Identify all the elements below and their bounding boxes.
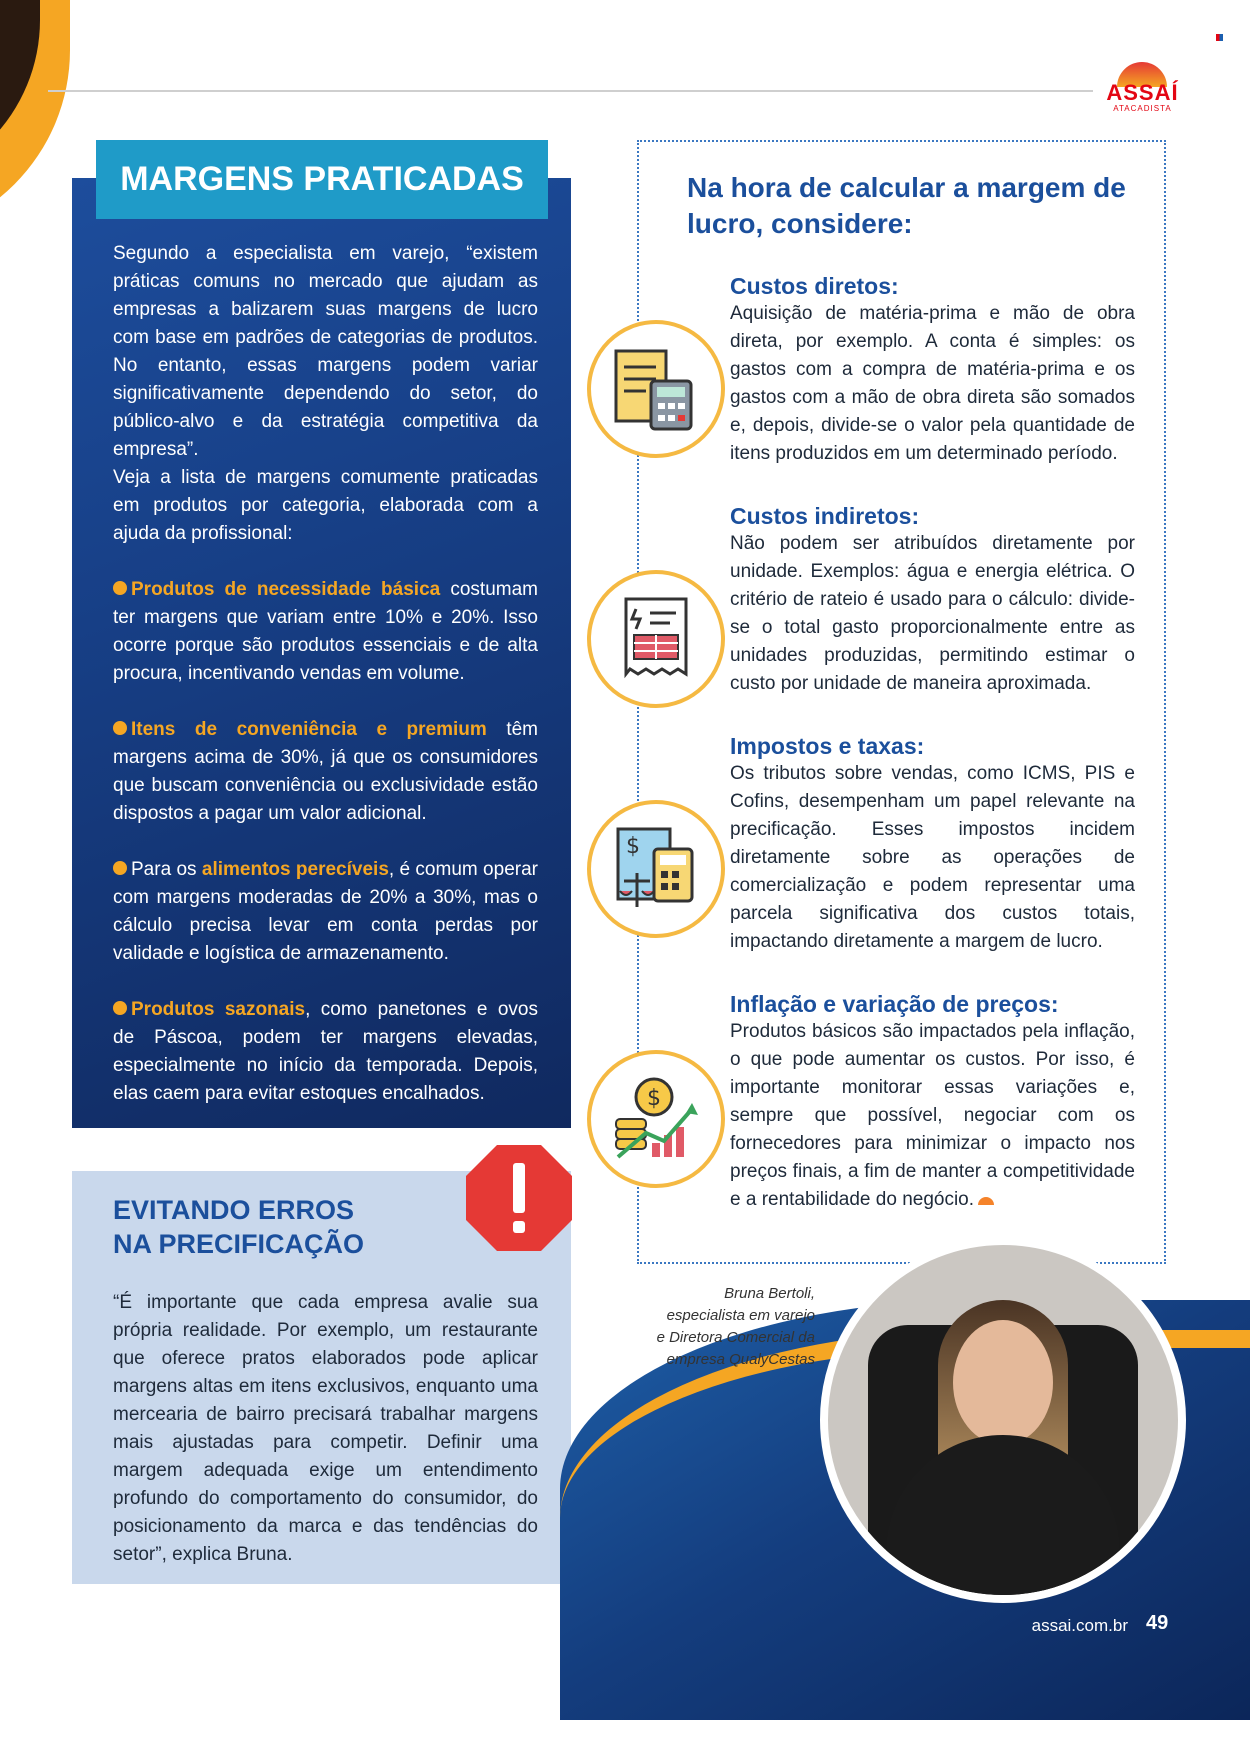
margin-item-highlight: alimentos perecíveis (201, 859, 389, 880)
photo-face (953, 1320, 1053, 1445)
svg-text:$: $ (647, 1086, 661, 1111)
consider-title: Na hora de calcular a margem de lucro, considere: (687, 172, 1126, 239)
margins-title: MARGENS PRATICADAS (96, 140, 548, 219)
section-title-taxes: Impostos e taxas: (730, 733, 925, 759)
margin-item-highlight: Itens de conveniência e premium (131, 719, 487, 740)
page-number: 49 (1146, 1612, 1169, 1634)
header-rule (48, 90, 1093, 92)
logo-subtext: ATACADISTA (1113, 104, 1172, 113)
section-text-indirect-costs: Não podem ser atribuídos diretamente por unidade. Exemplos: água e energia elétrica. O critério de rateio é usado para o cálculo: divide-se o total gasto proporcionalmente entre as unidades produzidas, permitindo estimar o custo por unidade de maneira aproximada. (730, 533, 1135, 694)
margins-box (72, 160, 571, 1128)
section-text-taxes: Os tributos sobre vendas, como ICMS, PIS e Cofins, desempenham um papel relevante na precificação. Esses impostos incidem diretamente sobre as operações de comercialização e podem representar uma parcela significativa dos custos totais, impactando diretamente a margem de lucro. (730, 763, 1135, 952)
margin-item-highlight: Produtos de necessidade básica (131, 579, 441, 600)
margin-item: Itens de conveniência e premium têm margens acima de 30%, já que os consumidores que buscam conveniência ou exclusividade estão dispostos a pagar um valor adicional. (113, 719, 539, 824)
errors-title: EVITANDO ERROS NA PRECIFICAÇÃO (113, 1195, 365, 1259)
section-text-inflation: Produtos básicos são impactados pela inflação, o que pode aumentar os custos. Por isso, é importante monitorar essas variações e, sempre que possível, negociar com os fornecedores para minimizar o impacto nos preços finais, a fim de manter a competitividade e a rentabilidade do negócio. (730, 1021, 1135, 1210)
errors-text: “É importante que cada empresa avalie sua própria realidade. Por exemplo, um restaurante que oferece pratos elaborados pode aplicar margens altas em itens exclusivos, enquanto uma mercearia de bairro precisará trabalhar margens mais ajustadas para competir. Definir uma margem adequada exige um entendimento profundo do comportamento do consumidor, do posicionamento da marca e das tendências do setor”, explica Bruna. (113, 1292, 538, 1565)
coins-growth-chart-icon (587, 1050, 725, 1188)
margins-intro: Segundo a especialista em varejo, “existem práticas comuns no mercado que ajudam as empresas a balizarem suas margens de lucro com base em padrões de categorias de produtos. No entanto, essas margens podem variar significativamente dependendo do setor, do público-alvo e da estratégia competitiva da empresa”. (113, 243, 538, 460)
registration-mark (1216, 34, 1223, 41)
consider-box (626, 140, 1166, 1264)
section-title-inflation: Inflação e variação de preços: (730, 991, 1059, 1017)
margin-item: Para os alimentos perecíveis, é comum operar com margens moderadas de 20% a 30%, mas o cálculo precisa levar em conta perdas por validade e logística de armazenamento. (113, 859, 538, 964)
margin-item-highlight: Produtos sazonais (131, 999, 306, 1020)
svg-text:$: $ (626, 834, 640, 859)
bullet-dot-icon (113, 1001, 127, 1015)
section-text-direct-costs: Aquisição de matéria-prima e mão de obra direta, por exemplo. A conta é simples: os gastos com a compra de matéria-prima e os gastos com a mão de obra direta são somados e, depois, divide-se o valor pela quantidade de itens produzidos em um determinado período. (730, 303, 1135, 464)
section-title-indirect-costs: Custos indiretos: (730, 503, 920, 529)
document-calculator-icon (587, 320, 725, 458)
photo-caption: Bruna Bertoli, especialista em varejo e Diretora Comercial da empresa QualyCestas (656, 1285, 815, 1368)
margins-lead: Veja a lista de margens comumente praticadas em produtos por categoria, elaborada com a ajuda da profissional: (113, 467, 538, 544)
tax-scale-calculator-icon (587, 800, 725, 938)
assai-logo (1105, 58, 1180, 118)
bill-receipt-icon (587, 570, 725, 708)
bullet-dot-icon (113, 721, 127, 735)
end-mark-icon (978, 1197, 994, 1205)
portrait-photo (820, 1237, 1186, 1603)
logo-text: ASSAÍ (1106, 80, 1179, 105)
bullet-dot-icon (113, 581, 127, 595)
margin-item: Produtos sazonais, como panetones e ovos de Páscoa, podem ter margens elevadas, especialmente no início da temporada. Depois, elas caem para evitar estoques encalhados. (113, 999, 538, 1104)
section-title-direct-costs: Custos diretos: (730, 273, 899, 299)
margin-item: Produtos de necessidade básica costumam ter margens que variam entre 10% e 20%. Isso ocorre porque são produtos essenciais e de alta procura, incentivando vendas em volume. (113, 579, 538, 684)
footer-url: assai.com.br (1031, 1616, 1128, 1635)
warning-stop-icon (466, 1145, 572, 1251)
bullet-dot-icon (113, 861, 127, 875)
